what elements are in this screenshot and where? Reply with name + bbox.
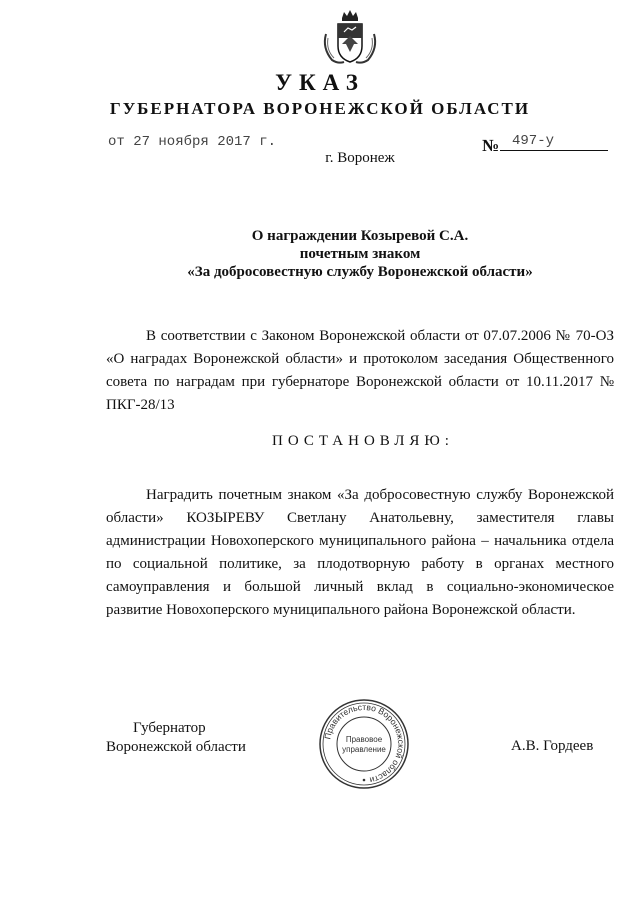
signatory-name: А.В. Гордеев bbox=[511, 738, 594, 754]
official-seal bbox=[318, 698, 410, 790]
subject-line-1: О награждении Козыревой С.А. bbox=[251, 228, 469, 244]
document-title: УКАЗ bbox=[275, 70, 365, 95]
position-line-1: Губернатор bbox=[133, 720, 206, 736]
document-subtitle: ГУБЕРНАТОРА ВОРОНЕЖСКОЙ ОБЛАСТИ bbox=[109, 99, 531, 118]
number-label: № bbox=[482, 136, 500, 155]
decree-word: ПОСТАНОВЛЯЮ: bbox=[272, 433, 454, 449]
city: г. Воронеж bbox=[325, 150, 395, 166]
preamble-text: В соответствии с Законом Воронежской области от 07.07.2006 № 70-ОЗ «О наградах Воронежской области» и протоколом заседания Общественного совета по наградам при губернаторе Воронежской области от 10.11.2017 № ПКГ-28/13 bbox=[106, 328, 614, 413]
preamble-paragraph bbox=[106, 325, 614, 417]
subject-block bbox=[0, 227, 640, 281]
seal-ring-text: Правительство Воронежской области bbox=[322, 701, 407, 786]
signatory-position bbox=[106, 719, 246, 757]
subject-line-3: «За добросовестную службу Воронежской области» bbox=[187, 264, 533, 280]
seal-center-line-1: Правовое bbox=[345, 735, 383, 744]
seal-center-line-2: управление bbox=[342, 745, 386, 754]
coat-of-arms-emblem bbox=[318, 8, 382, 68]
document-date: от 27 ноября 2017 г. bbox=[108, 134, 277, 150]
award-paragraph bbox=[106, 484, 614, 622]
award-text: Наградить почетным знаком «За добросовестную службу Воронежской области» КОЗЫРЕВУ Светлану Анатольевну, заместителя главы администрации Новохоперского муниципального района – начальника отдела по социальной политике, за плодотворную работу в органах местного самоуправления и большой личный вклад в социально-экономическое развитие Новохоперского муниципального района Воронежской области. bbox=[106, 487, 614, 618]
subject-line-2: почетным знаком bbox=[299, 246, 421, 262]
document-number: 497-у bbox=[500, 133, 608, 151]
position-line-2: Воронежской области bbox=[106, 739, 246, 755]
